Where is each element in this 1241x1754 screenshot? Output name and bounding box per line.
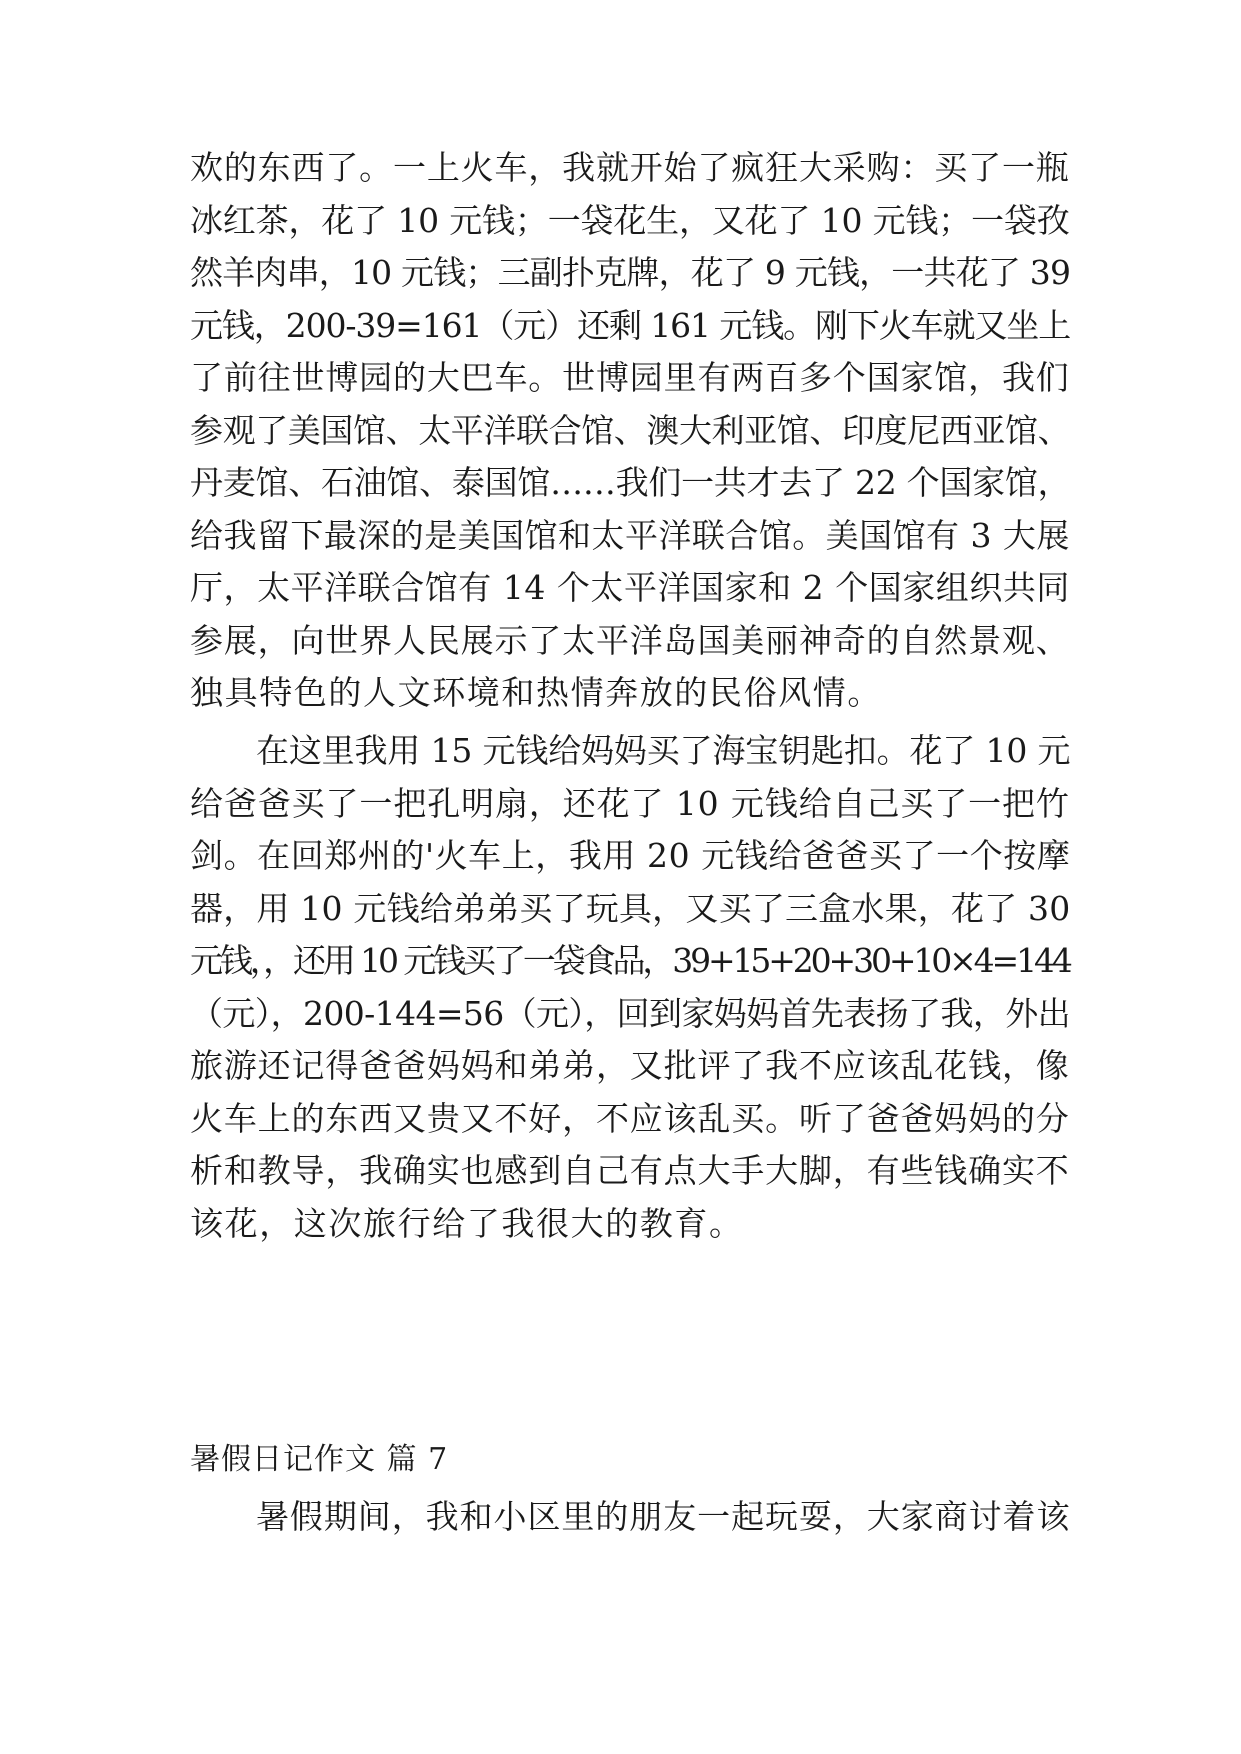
paragraph-line: 丹麦馆、石油馆、泰国馆……我们一共才去了 22 个国家馆， [190,463,1071,502]
section-heading: 暑假日记作文 篇 7 [190,1442,449,1477]
paragraph-line: 在这里我用 15 元钱给妈妈买了海宝钥匙扣。花了 10 元 [256,731,1071,770]
paragraph-line: 元钱，，还用 10 元钱买了一袋食品，39+15+20+30+10×4=144 [190,941,1070,980]
paragraph-line: 火车上的东西又贵又不好，不应该乱买。听了爸爸妈妈的分 [190,1099,1070,1138]
paragraph-line: 暑假期间，我和小区里的朋友一起玩耍，大家商讨着该 [256,1497,1071,1536]
paragraph-line: 冰红茶，花了 10 元钱；一袋花生，又花了 10 元钱；一袋孜 [190,201,1070,240]
paragraph-line: 给爸爸买了一把孔明扇，还花了 10 元钱给自己买了一把竹 [190,784,1070,823]
paragraph-line: 该花，这次旅行给了我很大的教育。 [190,1204,744,1243]
paragraph-line: （元），200-144=56（元），回到家妈妈首先表扬了我，外出 [190,994,1070,1033]
paragraph-line: 欢的东西了。一上火车，我就开始了疯狂大采购：买了一瓶 [190,148,1070,187]
paragraph-line: 旅游还记得爸爸妈妈和弟弟，又批评了我不应该乱花钱，像 [190,1046,1070,1085]
paragraph-line: 参展，向世界人民展示了太平洋岛国美丽神奇的自然景观、 [190,621,1070,660]
paragraph-line: 元钱，200-39=161（元）还剩 161 元钱。刚下火车就又坐上 [190,306,1071,345]
paragraph-line: 独具特色的人文环境和热情奔放的民俗风情。 [190,673,882,712]
paragraph-line: 析和教导，我确实也感到自己有点大手大脚，有些钱确实不 [190,1151,1070,1190]
paragraph-line: 然羊肉串，10 元钱；三副扑克牌，花了 9 元钱，一共花了 39 [190,253,1071,292]
paragraph-line: 了前往世博园的大巴车。世博园里有两百多个国家馆，我们 [190,358,1070,397]
paragraph-line: 剑。在回郑州的'火车上，我用 20 元钱给爸爸买了一个按摩 [190,836,1071,875]
paragraph-line: 参观了美国馆、太平洋联合馆、澳大利亚馆、印度尼西亚馆、 [190,411,1071,450]
paragraph-line: 厅，太平洋联合馆有 14 个太平洋国家和 2 个国家组织共同 [190,568,1070,607]
paragraph-line: 给我留下最深的是美国馆和太平洋联合馆。美国馆有 3 大展 [190,516,1070,555]
paragraph-line: 器，用 10 元钱给弟弟买了玩具，又买了三盒水果，花了 30 [190,889,1071,928]
